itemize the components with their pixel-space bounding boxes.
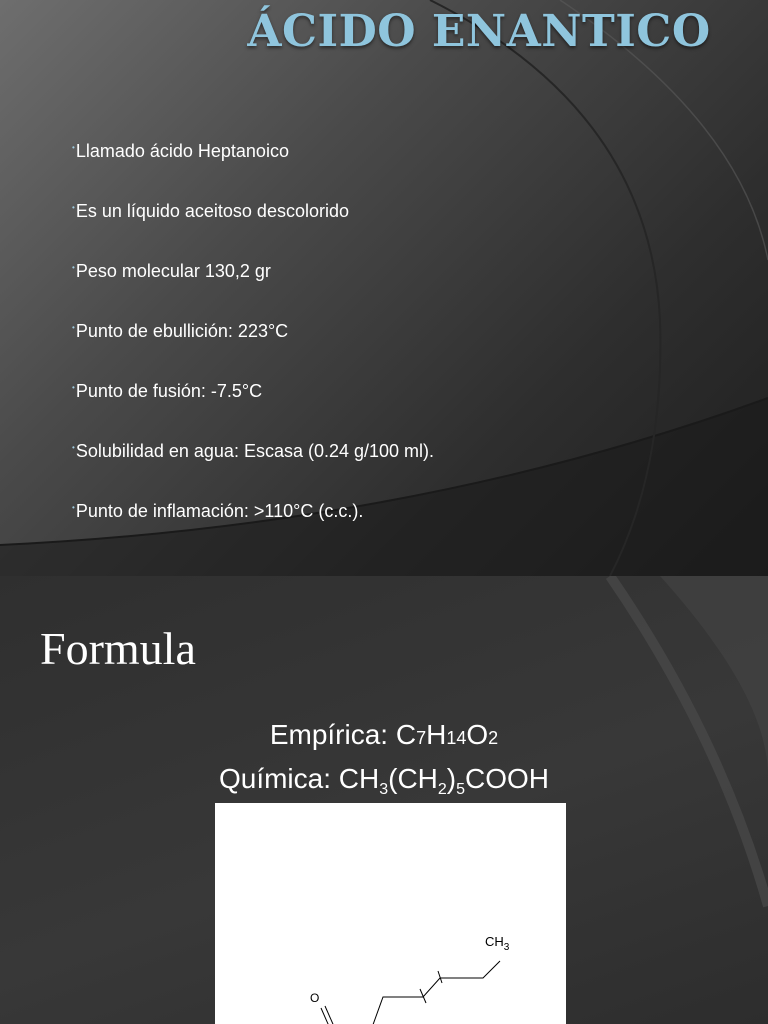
- bullet-marker: •: [72, 263, 75, 272]
- list-item: •Punto de fusión: -7.5°C: [72, 374, 434, 434]
- list-item: •Solubilidad en agua: Escasa (0.24 g/100 ml).: [72, 434, 434, 494]
- list-item: •Llamado ácido Heptanoico: [72, 134, 434, 194]
- ch3-label: $CH_3$: [485, 934, 510, 953]
- slide-formula: [0, 576, 768, 1024]
- bullet-marker: •: [72, 143, 75, 152]
- empirical-formula: Empírica: C7H14O2: [269, 719, 499, 750]
- list-item: •Punto de inflamación: >110°C (c.c.).: [72, 494, 434, 554]
- bullet-marker: •: [72, 503, 75, 512]
- heptanoic-acid-skeletal-structure: [215, 803, 566, 1024]
- list-item: •Es un líquido aceitoso descolorido: [72, 194, 434, 254]
- slide-title: ÁCIDO ENANTICO: [247, 6, 711, 57]
- chemical-formula: Química: $CH_3(CH_2)_5COOH$: [218, 763, 550, 798]
- list-item: •Peso molecular 130,2 gr: [72, 254, 434, 314]
- bullet-marker: •: [72, 203, 75, 212]
- bullet-marker: •: [72, 383, 75, 392]
- list-item: •Punto de ebullición: 223°C: [72, 314, 434, 374]
- oxygen-label: O: [310, 991, 320, 1005]
- properties-list: [72, 134, 434, 554]
- structural-formula-image: [215, 803, 566, 1024]
- bullet-marker: •: [72, 323, 75, 332]
- bullet-marker: •: [72, 443, 75, 452]
- slide-title: Formula: [40, 623, 196, 674]
